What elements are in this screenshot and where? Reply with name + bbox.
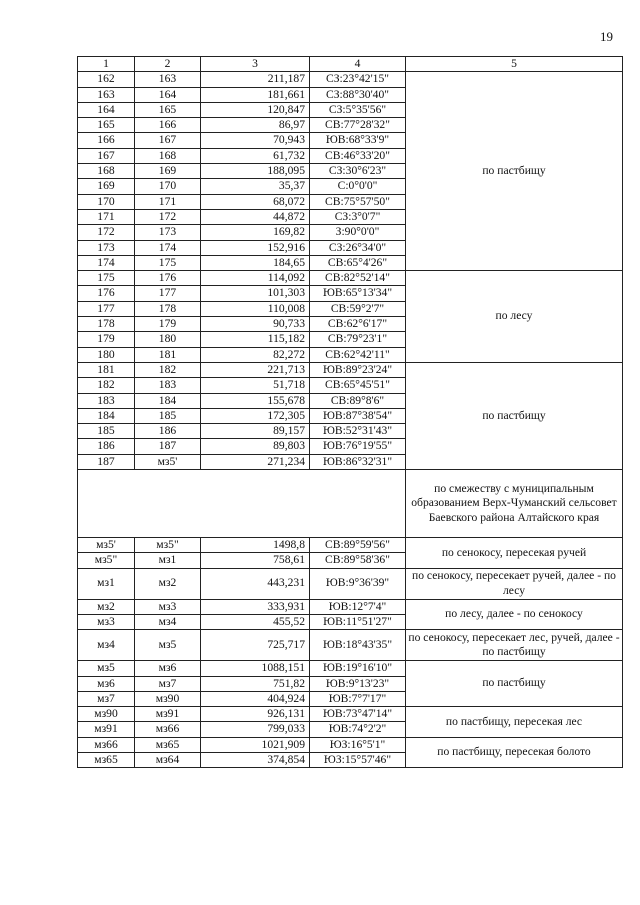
to-point-cell: 180 <box>135 332 201 347</box>
from-point-cell: 165 <box>78 118 135 133</box>
to-point-cell: 182 <box>135 362 201 377</box>
distance-cell: 90,733 <box>201 317 310 332</box>
description-cell: по сенокосу, пересекает лес, ручей, далее - по пастбищу <box>406 630 623 661</box>
table-row <box>78 72 623 87</box>
from-point-cell: 176 <box>78 286 135 301</box>
table-row <box>78 707 623 722</box>
from-point-cell: 177 <box>78 301 135 316</box>
header-cell: 1 <box>78 57 135 72</box>
distance-cell: 120,847 <box>201 102 310 117</box>
to-point-cell: 170 <box>135 179 201 194</box>
bearing-cell: ЮВ:74°2'2" <box>310 722 406 737</box>
to-point-cell: 186 <box>135 424 201 439</box>
distance-cell: 374,854 <box>201 752 310 767</box>
from-point-cell: 167 <box>78 148 135 163</box>
from-point-cell: мз90 <box>78 707 135 722</box>
from-point-cell: мз6 <box>78 676 135 691</box>
distance-cell: 1088,151 <box>201 661 310 676</box>
description-cell: по пастбищу, пересекая болото <box>406 737 623 768</box>
from-point-cell: 179 <box>78 332 135 347</box>
distance-cell: 155,678 <box>201 393 310 408</box>
distance-cell: 799,033 <box>201 722 310 737</box>
bearing-cell: ЮВ:11°51'27" <box>310 614 406 629</box>
distance-cell: 1498,8 <box>201 538 310 553</box>
bearing-cell: СВ:65°45'51" <box>310 378 406 393</box>
table-row <box>78 538 623 553</box>
description-cell: по пастбищу <box>406 661 623 707</box>
distance-cell: 51,718 <box>201 378 310 393</box>
distance-cell: 101,303 <box>201 286 310 301</box>
description-cell: по сенокосу, пересекая ручей <box>406 538 623 569</box>
from-point-cell: 174 <box>78 255 135 270</box>
from-point-cell: 186 <box>78 439 135 454</box>
description-cell: по лесу <box>406 271 623 363</box>
to-point-cell: 169 <box>135 164 201 179</box>
description-cell: по лесу, далее - по сенокосу <box>406 599 623 630</box>
bearing-cell: СВ:62°42'11" <box>310 347 406 362</box>
from-point-cell: 185 <box>78 424 135 439</box>
distance-cell: 35,37 <box>201 179 310 194</box>
bearing-cell: ЮЗ:16°5'1" <box>310 737 406 752</box>
distance-cell: 333,931 <box>201 599 310 614</box>
table-row <box>78 599 623 614</box>
distance-cell: 61,732 <box>201 148 310 163</box>
to-point-cell: 172 <box>135 209 201 224</box>
to-point-cell: 177 <box>135 286 201 301</box>
to-point-cell: мз5" <box>135 538 201 553</box>
to-point-cell: мз4 <box>135 614 201 629</box>
distance-cell: 443,231 <box>201 568 310 599</box>
bearing-cell: СВ:75°57'50" <box>310 194 406 209</box>
from-point-cell: 183 <box>78 393 135 408</box>
to-point-cell: 174 <box>135 240 201 255</box>
distance-cell: 271,234 <box>201 454 310 469</box>
bearing-cell: СЗ:88°30'40" <box>310 87 406 102</box>
bearing-cell: СВ:65°4'26" <box>310 255 406 270</box>
from-point-cell: 187 <box>78 454 135 469</box>
to-point-cell: мз1 <box>135 553 201 568</box>
distance-cell: 152,916 <box>201 240 310 255</box>
header-cell: 5 <box>406 57 623 72</box>
to-point-cell: мз3 <box>135 599 201 614</box>
to-point-cell: мз2 <box>135 568 201 599</box>
bearing-cell: ЮВ:86°32'31" <box>310 454 406 469</box>
bearing-cell: СЗ:5°35'56" <box>310 102 406 117</box>
note-cell: по смежеству с муниципальным образованием Верх-Чуманский сельсовет Баевского района Алтайского края <box>406 470 623 538</box>
to-point-cell: 164 <box>135 87 201 102</box>
table-row <box>78 737 623 752</box>
bearing-cell: ЮВ:19°16'10" <box>310 661 406 676</box>
from-point-cell: 162 <box>78 72 135 87</box>
distance-cell: 169,82 <box>201 225 310 240</box>
distance-cell: 114,092 <box>201 271 310 286</box>
from-point-cell: 171 <box>78 209 135 224</box>
bearing-cell: СЗ:30°6'23" <box>310 164 406 179</box>
from-point-cell: 184 <box>78 408 135 423</box>
to-point-cell: 173 <box>135 225 201 240</box>
distance-cell: 44,872 <box>201 209 310 224</box>
from-point-cell: 173 <box>78 240 135 255</box>
bearing-cell: ЮВ:76°19'55" <box>310 439 406 454</box>
from-point-cell: мз1 <box>78 568 135 599</box>
from-point-cell: 164 <box>78 102 135 117</box>
to-point-cell: мз5' <box>135 454 201 469</box>
distance-cell: 82,272 <box>201 347 310 362</box>
to-point-cell: 167 <box>135 133 201 148</box>
header-cell: 3 <box>201 57 310 72</box>
to-point-cell: мз5 <box>135 630 201 661</box>
page-number: 19 <box>600 29 613 44</box>
bearing-cell: СВ:89°59'56" <box>310 538 406 553</box>
from-point-cell: 182 <box>78 378 135 393</box>
distance-cell: 926,131 <box>201 707 310 722</box>
from-point-cell: 166 <box>78 133 135 148</box>
from-point-cell: 163 <box>78 87 135 102</box>
from-point-cell: мз66 <box>78 737 135 752</box>
distance-cell: 115,182 <box>201 332 310 347</box>
table-row <box>78 362 623 377</box>
from-point-cell: 169 <box>78 179 135 194</box>
from-point-cell: 180 <box>78 347 135 362</box>
bearing-cell: СВ:59°2'7" <box>310 301 406 316</box>
note-empty-cell <box>78 470 406 538</box>
to-point-cell: 181 <box>135 347 201 362</box>
bearing-cell: ЮВ:89°23'24" <box>310 362 406 377</box>
bearing-cell: СЗ:26°34'0" <box>310 240 406 255</box>
from-point-cell: 172 <box>78 225 135 240</box>
distance-cell: 181,661 <box>201 87 310 102</box>
bearing-cell: СЗ:23°42'15" <box>310 72 406 87</box>
header-cell: 4 <box>310 57 406 72</box>
bearing-cell: ЮЗ:15°57'46" <box>310 752 406 767</box>
from-point-cell: мз5" <box>78 553 135 568</box>
to-point-cell: мз64 <box>135 752 201 767</box>
distance-cell: 86,97 <box>201 118 310 133</box>
distance-cell: 455,52 <box>201 614 310 629</box>
description-cell: по сенокосу, пересекает ручей, далее - по лесу <box>406 568 623 599</box>
distance-cell: 725,717 <box>201 630 310 661</box>
bearing-cell: ЮВ:18°43'35" <box>310 630 406 661</box>
distance-cell: 404,924 <box>201 691 310 706</box>
bearing-cell: СВ:62°6'17" <box>310 317 406 332</box>
description-cell: по пастбищу, пересекая лес <box>406 707 623 738</box>
from-point-cell: мз2 <box>78 599 135 614</box>
bearing-cell: ЮВ:68°33'9" <box>310 133 406 148</box>
header-row <box>78 57 623 72</box>
bearing-cell: З:90°0'0" <box>310 225 406 240</box>
bearing-cell: СВ:89°58'36" <box>310 553 406 568</box>
to-point-cell: 187 <box>135 439 201 454</box>
description-cell: по пастбищу <box>406 362 623 469</box>
distance-cell: 70,943 <box>201 133 310 148</box>
from-point-cell: мз5' <box>78 538 135 553</box>
table-row <box>78 271 623 286</box>
table-row <box>78 568 623 599</box>
note-row <box>78 470 623 538</box>
bearing-cell: СЗ:3°0'7" <box>310 209 406 224</box>
to-point-cell: 184 <box>135 393 201 408</box>
bearing-cell: С:0°0'0" <box>310 179 406 194</box>
boundary-table <box>77 56 623 768</box>
from-point-cell: 178 <box>78 317 135 332</box>
to-point-cell: мз65 <box>135 737 201 752</box>
from-point-cell: 181 <box>78 362 135 377</box>
bearing-cell: СВ:79°23'1" <box>310 332 406 347</box>
to-point-cell: 175 <box>135 255 201 270</box>
to-point-cell: мз90 <box>135 691 201 706</box>
bearing-cell: ЮВ:9°36'39" <box>310 568 406 599</box>
to-point-cell: 163 <box>135 72 201 87</box>
description-cell: по пастбищу <box>406 72 623 271</box>
to-point-cell: мз66 <box>135 722 201 737</box>
from-point-cell: мз3 <box>78 614 135 629</box>
bearing-cell: СВ:82°52'14" <box>310 271 406 286</box>
to-point-cell: мз7 <box>135 676 201 691</box>
distance-cell: 221,713 <box>201 362 310 377</box>
from-point-cell: мз4 <box>78 630 135 661</box>
bearing-cell: ЮВ:52°31'43" <box>310 424 406 439</box>
bearing-cell: ЮВ:7°7'17" <box>310 691 406 706</box>
to-point-cell: 176 <box>135 271 201 286</box>
from-point-cell: 168 <box>78 164 135 179</box>
bearing-cell: ЮВ:9°13'23" <box>310 676 406 691</box>
distance-cell: 68,072 <box>201 194 310 209</box>
to-point-cell: 166 <box>135 118 201 133</box>
from-point-cell: 175 <box>78 271 135 286</box>
distance-cell: 172,305 <box>201 408 310 423</box>
bearing-cell: ЮВ:73°47'14" <box>310 707 406 722</box>
from-point-cell: мз91 <box>78 722 135 737</box>
distance-cell: 184,65 <box>201 255 310 270</box>
to-point-cell: 165 <box>135 102 201 117</box>
to-point-cell: 178 <box>135 301 201 316</box>
table-body <box>78 72 623 768</box>
distance-cell: 211,187 <box>201 72 310 87</box>
table-row <box>78 661 623 676</box>
to-point-cell: 185 <box>135 408 201 423</box>
to-point-cell: 179 <box>135 317 201 332</box>
distance-cell: 188,095 <box>201 164 310 179</box>
table-row <box>78 630 623 661</box>
distance-cell: 89,803 <box>201 439 310 454</box>
bearing-cell: ЮВ:87°38'54" <box>310 408 406 423</box>
from-point-cell: мз65 <box>78 752 135 767</box>
header-cell: 2 <box>135 57 201 72</box>
bearing-cell: СВ:89°8'6" <box>310 393 406 408</box>
bearing-cell: СВ:46°33'20" <box>310 148 406 163</box>
to-point-cell: 171 <box>135 194 201 209</box>
to-point-cell: 168 <box>135 148 201 163</box>
from-point-cell: 170 <box>78 194 135 209</box>
distance-cell: 751,82 <box>201 676 310 691</box>
to-point-cell: 183 <box>135 378 201 393</box>
distance-cell: 89,157 <box>201 424 310 439</box>
to-point-cell: мз6 <box>135 661 201 676</box>
distance-cell: 110,008 <box>201 301 310 316</box>
bearing-cell: ЮВ:12°7'4" <box>310 599 406 614</box>
from-point-cell: мз7 <box>78 691 135 706</box>
distance-cell: 1021,909 <box>201 737 310 752</box>
bearing-cell: СВ:77°28'32" <box>310 118 406 133</box>
distance-cell: 758,61 <box>201 553 310 568</box>
bearing-cell: ЮВ:65°13'34" <box>310 286 406 301</box>
to-point-cell: мз91 <box>135 707 201 722</box>
from-point-cell: мз5 <box>78 661 135 676</box>
